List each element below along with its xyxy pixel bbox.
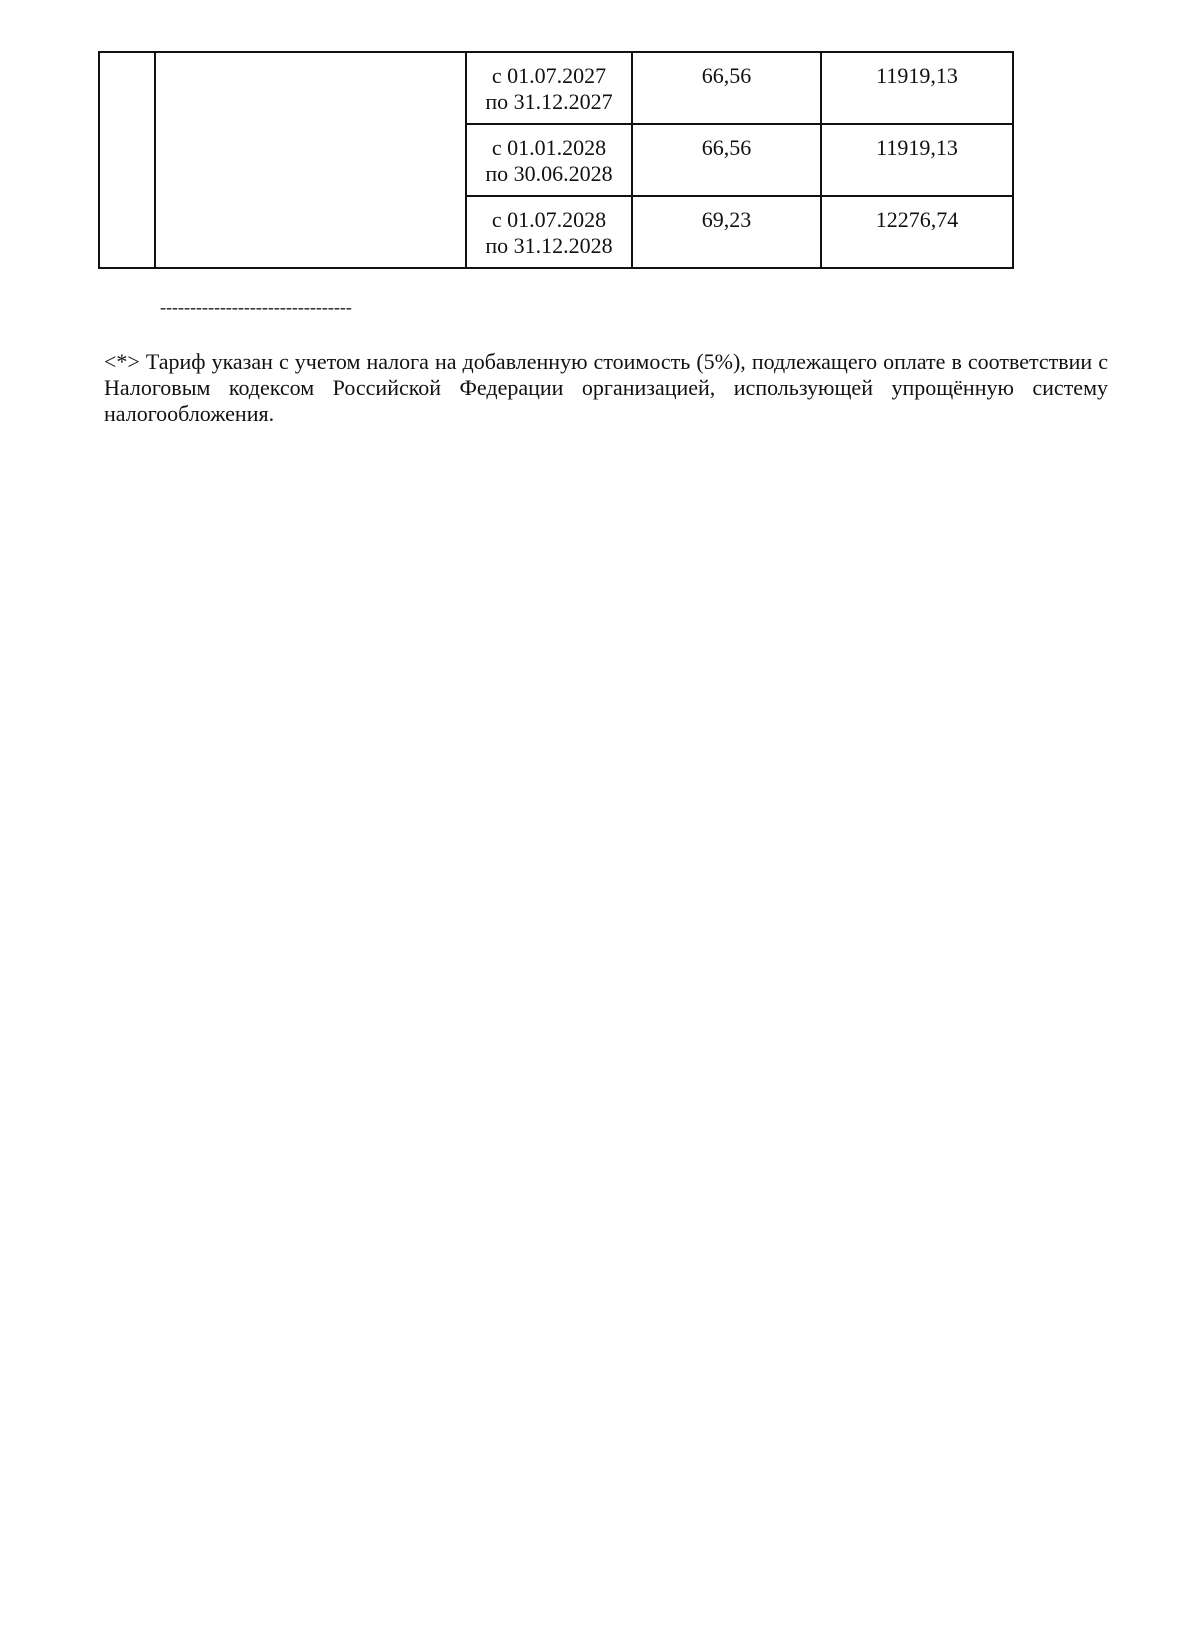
- footnote-separator: --------------------------------: [160, 297, 352, 317]
- tariff-total-cell: 11919,13: [821, 124, 1013, 196]
- period-cell: [466, 52, 632, 124]
- period-to: по 31.12.2028: [485, 233, 613, 258]
- period-from: с 01.07.2027: [491, 63, 607, 88]
- row-number-cell: [99, 52, 155, 268]
- tariff-total-cell: 12276,74: [821, 196, 1013, 268]
- table-row: [99, 52, 1013, 124]
- tariff-total-cell: 11919,13: [821, 52, 1013, 124]
- tariff-rate-cell: 69,23: [632, 196, 821, 268]
- tariff-rate-cell: 66,56: [632, 52, 821, 124]
- service-name-cell: [155, 52, 466, 268]
- tariff-rate-cell: 66,56: [632, 124, 821, 196]
- period-to: по 30.06.2028: [485, 161, 613, 186]
- footnote-text: <*> Тариф указан с учетом налога на добавленную стоимость (5%), подлежащего оплате в соответствии с Налоговым кодексом Российской Федерации организацией, использующей упрощённую систему налогообложения.: [104, 349, 1108, 426]
- period-from: с 01.07.2028: [491, 207, 607, 232]
- period-cell: [466, 196, 632, 268]
- period-cell: [466, 124, 632, 196]
- period-to: по 31.12.2027: [485, 89, 613, 114]
- tariff-table: [98, 51, 1014, 269]
- period-from: с 01.01.2028: [491, 135, 607, 160]
